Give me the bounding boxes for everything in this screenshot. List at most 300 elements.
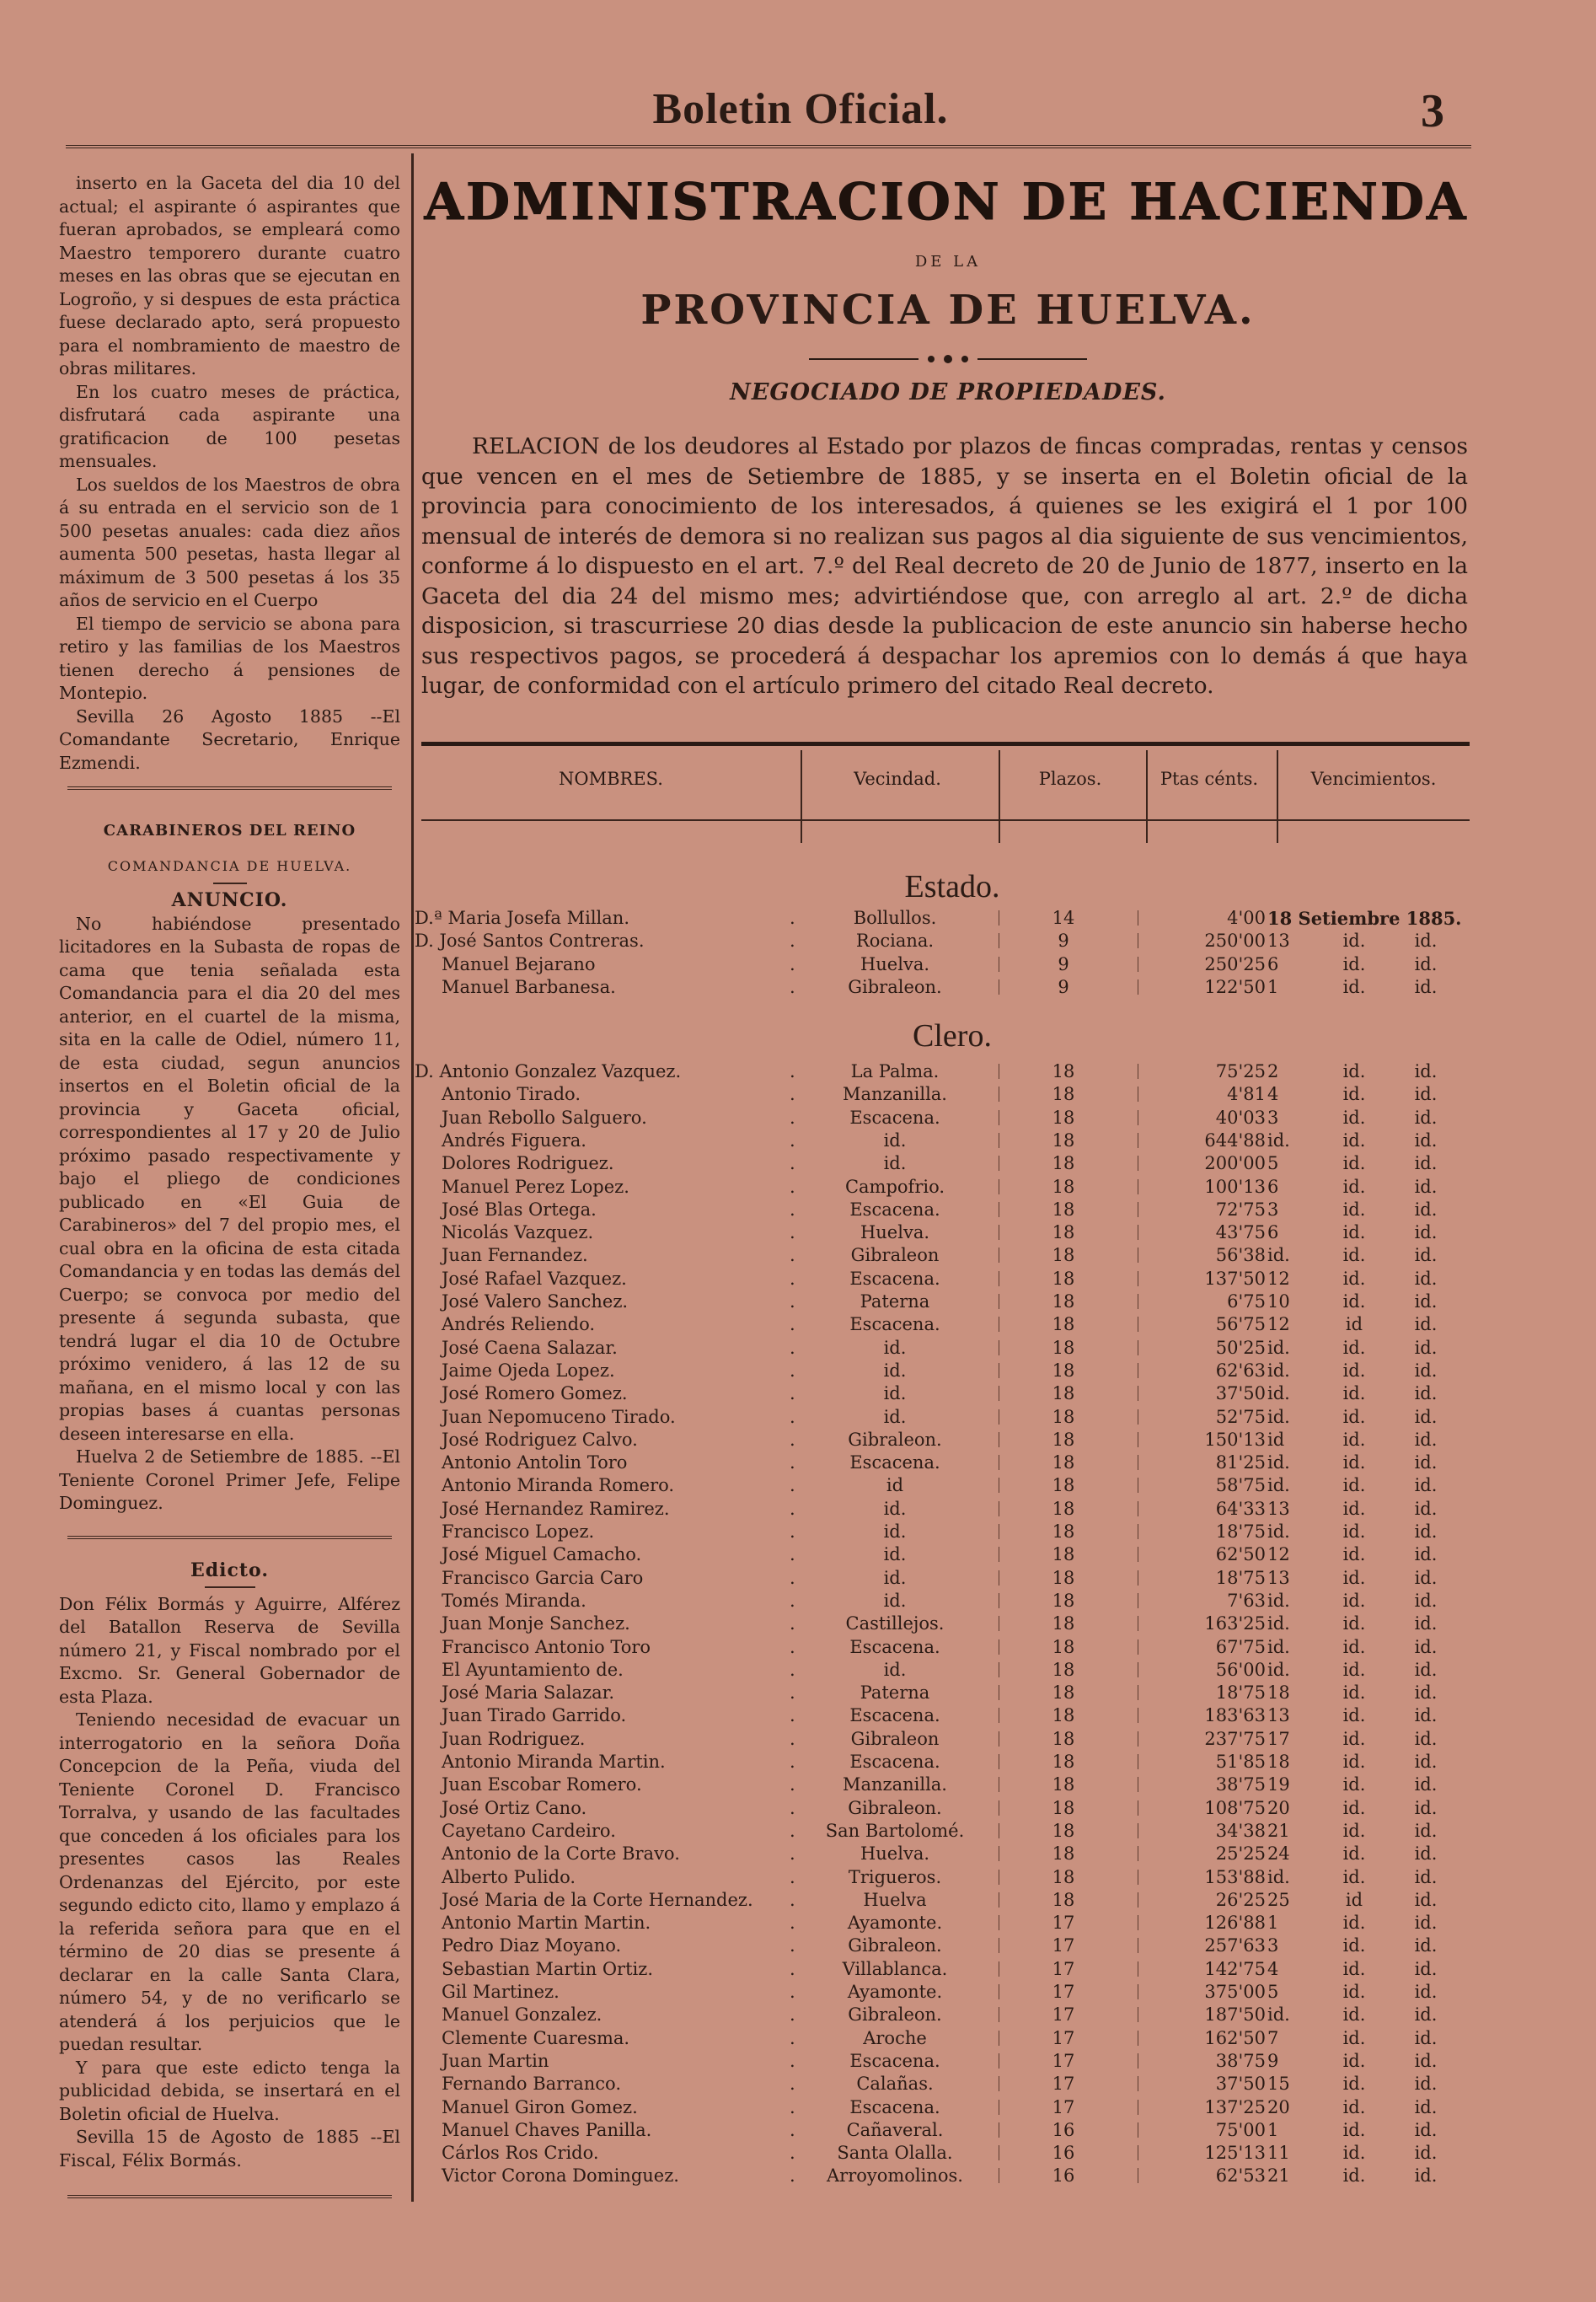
- leader-dot: .: [790, 1406, 795, 1427]
- debtor-vencimiento-ano: id.: [1414, 1383, 1438, 1404]
- debtor-vencimiento-dia: id.: [1267, 1130, 1290, 1151]
- debtor-name: Juan Escobar Romero.: [442, 1774, 642, 1795]
- left-paragraph: Los sueldos de los Maestros de obra á su entrada en el servicio son de 1 500 pesetas anuales: cada diez años aumenta 500 pesetas, hasta llegar al máximum de 3 500 pesetas á los 35 años de servicio en el Cuerpo: [59, 474, 400, 610]
- debtor-vecindad: id.: [883, 1498, 907, 1519]
- debtor-vencimiento-dia: 20: [1267, 2096, 1290, 2117]
- table-row: [415, 1130, 1476, 1152]
- debtor-plazos: 18: [1052, 1429, 1075, 1450]
- debtor-vencimiento-mes: id.: [1342, 1544, 1366, 1565]
- debtor-pesetas: 18'75: [1215, 1682, 1266, 1704]
- leader-dot: .: [790, 1774, 795, 1795]
- debtor-plazos: 17: [1052, 1982, 1075, 2002]
- leader-dot: .: [790, 2165, 795, 2187]
- table-row: [415, 1958, 1476, 1981]
- debtor-vencimiento: 18 Setiembre 1885.: [1267, 908, 1462, 929]
- debtor-vencimiento-dia: 3: [1267, 1199, 1279, 1220]
- leader-dot: .: [790, 1567, 795, 1588]
- debtor-pesetas: 142'75: [1204, 1958, 1266, 1979]
- debtor-pesetas: 25'25: [1215, 1843, 1266, 1865]
- debtor-name: Antonio de la Corte Bravo.: [442, 1843, 680, 1865]
- debtor-pesetas: 162'50: [1204, 2027, 1266, 2048]
- debtor-vencimiento-dia: id: [1267, 1429, 1285, 1450]
- debtor-vencimiento-mes: id.: [1342, 1521, 1366, 1542]
- table-row: [415, 1199, 1476, 1221]
- table-row: [415, 1773, 1476, 1796]
- carabineros-title: CARABINEROS DEL REINO: [103, 822, 356, 840]
- debtor-name: José Miguel Camacho.: [442, 1544, 642, 1565]
- debtor-name: José Maria Salazar.: [442, 1682, 615, 1704]
- debtor-plazos: 18: [1052, 1705, 1075, 1726]
- debtor-vencimiento-dia: 24: [1267, 1843, 1290, 1865]
- debtor-name: Sebastian Martin Ortiz.: [442, 1958, 653, 1979]
- debtor-vecindad: Huelva.: [860, 1843, 930, 1865]
- debtor-plazos: 18: [1052, 1291, 1075, 1312]
- debtor-pesetas: 37'50: [1215, 1383, 1266, 1404]
- debtor-vencimiento-dia: 12: [1267, 1314, 1290, 1335]
- leader-dot: .: [790, 1958, 795, 1979]
- debtor-vecindad: Aroche: [863, 2027, 927, 2048]
- table-row: [415, 2050, 1476, 2073]
- leader-dot: .: [790, 2143, 795, 2164]
- debtor-plazos: 18: [1052, 1268, 1075, 1289]
- leader-dot: .: [790, 1752, 795, 1772]
- debtor-name: Manuel Bejarano: [442, 953, 596, 974]
- table-row: [415, 1429, 1476, 1451]
- table-row: [415, 2119, 1476, 2142]
- debtor-vencimiento-ano: id.: [1414, 931, 1438, 952]
- debtor-vencimiento-mes: id.: [1342, 1360, 1366, 1381]
- section-rule: [67, 1536, 392, 1539]
- debtor-plazos: 18: [1052, 1475, 1075, 1496]
- leader-dot: .: [790, 1728, 795, 1749]
- leader-dot: .: [790, 1843, 795, 1865]
- leader-dot: .: [790, 1659, 795, 1680]
- debtor-vecindad: Escacena.: [849, 1452, 940, 1473]
- debtor-vencimiento-dia: 1: [1267, 976, 1279, 997]
- debtor-vencimiento-mes: id.: [1342, 1061, 1366, 1081]
- edicto-title: Edicto.: [190, 1559, 269, 1581]
- debtor-plazos: 16: [1052, 2165, 1075, 2187]
- debtor-plazos: 18: [1052, 1337, 1075, 1358]
- debtor-vencimiento-dia: 13: [1267, 1705, 1290, 1726]
- table-row: [415, 1176, 1476, 1199]
- debtor-vencimiento-dia: id.: [1267, 1613, 1290, 1634]
- leader-dot: .: [790, 1107, 795, 1128]
- debtor-pesetas: 67'75: [1215, 1636, 1266, 1657]
- debtor-plazos: 9: [1058, 931, 1069, 952]
- debtor-plazos: 18: [1052, 1682, 1075, 1704]
- debtor-vecindad: San Bartolomé.: [825, 1820, 965, 1841]
- ornament-rule: [809, 354, 1087, 364]
- debtor-vencimiento-mes: id.: [1342, 2004, 1366, 2026]
- debtor-vecindad: id.: [883, 1337, 907, 1358]
- debtor-vencimiento-ano: id.: [1414, 1199, 1438, 1220]
- debtor-pesetas: 62'50: [1215, 1544, 1266, 1565]
- debtor-vencimiento-dia: 6: [1267, 953, 1279, 974]
- debtor-pesetas: 100'13: [1204, 1176, 1266, 1197]
- debtor-vecindad: Gibraleon.: [848, 1797, 942, 1818]
- debtor-name: Juan Fernandez.: [442, 1245, 588, 1266]
- debtor-name: Victor Corona Dominguez.: [442, 2165, 679, 2187]
- debtor-name: José Blas Ortega.: [442, 1199, 597, 1220]
- debtor-vencimiento-dia: id.: [1267, 2004, 1290, 2026]
- table-row: [415, 1543, 1476, 1566]
- table-row: [415, 1521, 1476, 1543]
- debtor-vencimiento-ano: id.: [1414, 1245, 1438, 1266]
- table-row: [415, 1843, 1476, 1865]
- leader-dot: .: [790, 1199, 795, 1220]
- leader-dot: .: [790, 976, 795, 997]
- table-row: [415, 2027, 1476, 2050]
- debtor-name: D.ª Maria Josefa Millan.: [415, 908, 629, 928]
- debtor-name: Jaime Ojeda Lopez.: [442, 1360, 615, 1381]
- debtor-vencimiento-dia: 21: [1267, 2165, 1290, 2187]
- leader-dot: .: [790, 1521, 795, 1542]
- debtor-vencimiento-dia: 5: [1267, 1153, 1279, 1174]
- debtor-vencimiento-ano: id.: [1414, 1130, 1438, 1151]
- leader-dot: .: [790, 1935, 795, 1956]
- table-vline: [1146, 750, 1148, 843]
- debtor-vecindad: Arroyomolinos.: [826, 2165, 963, 2187]
- debtor-pesetas: 38'75: [1215, 1774, 1266, 1795]
- debtor-plazos: 18: [1052, 1452, 1075, 1473]
- debtor-vencimiento-mes: id.: [1342, 1429, 1366, 1450]
- debtor-vecindad: Rociana.: [855, 931, 935, 952]
- table-row: [415, 1934, 1476, 1957]
- left-paragraph: En los cuatro meses de práctica, disfrutará cada aspirante una gratificacion de 100 pesetas mensuales.: [59, 381, 400, 471]
- debtor-vecindad: Paterna: [860, 1291, 930, 1312]
- debtor-pesetas: 58'75: [1215, 1475, 1266, 1496]
- debtor-plazos: 16: [1052, 2119, 1075, 2140]
- debtor-pesetas: 122'50: [1204, 976, 1266, 997]
- debtor-pesetas: 137'50: [1204, 1268, 1266, 1289]
- debtor-vencimiento-ano: id.: [1414, 2050, 1438, 2071]
- debtor-plazos: 18: [1052, 1245, 1075, 1266]
- debtor-vencimiento-ano: id.: [1414, 1797, 1438, 1818]
- debtor-plazos: 18: [1052, 1752, 1075, 1772]
- debtor-plazos: 18: [1052, 1176, 1075, 1197]
- debtor-plazos: 18: [1052, 1590, 1075, 1611]
- debtor-vencimiento-ano: id.: [1414, 1429, 1438, 1450]
- table-row: [415, 1567, 1476, 1590]
- debtor-vencimiento-dia: 10: [1267, 1291, 1290, 1312]
- debtor-name: Andrés Reliendo.: [442, 1314, 596, 1335]
- leader-dot: .: [790, 2027, 795, 2048]
- debtor-name: D. Antonio Gonzalez Vazquez.: [415, 1061, 682, 1081]
- debtor-vecindad: id.: [883, 1130, 907, 1151]
- leader-dot: .: [790, 931, 795, 952]
- debtor-plazos: 9: [1058, 976, 1069, 997]
- debtor-vecindad: id.: [883, 1544, 907, 1565]
- table-row: [415, 1590, 1476, 1612]
- debtor-pesetas: 126'88: [1204, 1913, 1266, 1934]
- header-vecindad: Vecindad.: [854, 769, 941, 789]
- leader-dot: .: [790, 1613, 795, 1634]
- debtor-pesetas: 38'75: [1215, 2050, 1266, 2071]
- debtor-vecindad: Calañas.: [856, 2074, 934, 2095]
- debtor-name: Antonio Miranda Romero.: [442, 1475, 675, 1496]
- debtor-vencimiento-mes: id.: [1342, 1130, 1366, 1151]
- section-title: Estado.: [904, 869, 1000, 904]
- debtor-vecindad: La Palma.: [850, 1061, 940, 1081]
- debtor-vencimiento-mes: id.: [1342, 1498, 1366, 1519]
- debtor-plazos: 18: [1052, 1889, 1075, 1910]
- debtor-plazos: 18: [1052, 1383, 1075, 1404]
- table-row: [415, 2073, 1476, 2095]
- debtor-vencimiento-mes: id.: [1342, 1866, 1366, 1887]
- debtor-vencimiento-dia: id.: [1267, 1406, 1290, 1427]
- debtor-plazos: 18: [1052, 1153, 1075, 1174]
- table-row: [415, 1820, 1476, 1843]
- debtor-vencimiento-ano: id.: [1414, 2165, 1438, 2187]
- table-row: [415, 1981, 1476, 2004]
- debtor-name: Manuel Perez Lopez.: [442, 1176, 629, 1197]
- debtor-name: Manuel Barbanesa.: [442, 976, 616, 997]
- debtor-vencimiento-mes: id.: [1342, 953, 1366, 974]
- leader-dot: .: [790, 1291, 795, 1312]
- debtor-name: José Rodriguez Calvo.: [442, 1429, 638, 1450]
- debtor-name: Manuel Chaves Panilla.: [442, 2119, 652, 2140]
- table-row: [415, 1451, 1476, 1474]
- debtor-pesetas: 56'38: [1215, 1245, 1266, 1266]
- debtor-vencimiento-dia: 21: [1267, 1820, 1290, 1841]
- debtor-vencimiento-dia: 19: [1267, 1774, 1290, 1795]
- debtor-plazos: 18: [1052, 1314, 1075, 1335]
- negociado-title: NEGOCIADO DE PROPIEDADES.: [730, 379, 1166, 405]
- header-vencimientos: Vencimientos.: [1310, 769, 1437, 789]
- leader-dot: .: [790, 2119, 795, 2140]
- debtor-vecindad: Castillejos.: [845, 1613, 945, 1634]
- debtor-pesetas: 43'75: [1215, 1222, 1266, 1243]
- debtor-vecindad: id.: [883, 1567, 907, 1588]
- debtor-vencimiento-ano: id.: [1414, 1176, 1438, 1197]
- debtor-vencimiento-mes: id.: [1342, 1705, 1366, 1726]
- table-row: [415, 1382, 1476, 1405]
- table-vline: [999, 750, 1000, 843]
- debtor-plazos: 16: [1052, 2143, 1075, 2164]
- leader-dot: .: [790, 1889, 795, 1910]
- leader-dot: .: [790, 1245, 795, 1266]
- table-row: [415, 976, 1476, 999]
- debtor-vencimiento-dia: 4: [1267, 1084, 1279, 1105]
- leader-dot: .: [790, 1682, 795, 1704]
- debtor-pesetas: 37'50: [1215, 2074, 1266, 2095]
- debtor-vencimiento-ano: id.: [1414, 1544, 1438, 1565]
- debtor-vencimiento-dia: 3: [1267, 1935, 1279, 1956]
- debtor-vencimiento-mes: id.: [1342, 1475, 1366, 1496]
- debtor-vencimiento-mes: id.: [1342, 1935, 1366, 1956]
- debtor-vecindad: Gibraleon: [850, 1728, 940, 1749]
- carabineros-paragraph: No habiéndose presentado licitadores en la Subasta de ropas de cama que tenia señalada esta Comandancia para el dia 20 del mes anterior, en el cuartel de la misma, sita en la calle de Odiel, número 11, de esta ciudad, segun anuncios insertos en el Boletin oficial de la provincia y Gaceta oficial, correspondientes al 17 y 20 de Julio próximo pasado respectivamente y bajo el pliego de condiciones publicado en «El Guia de Carabineros» del 7 del propio mes, el cual obra en la oficina de esta citada Comandancia y en todas las demás del Cuerpo; se convoca por medio del presente á segunda subasta, que tendrá lugar el dia 10 de Octubre próximo venidero, á las 12 de su mañana, en el mismo local y con las propias bases á cuantas personas deseen interesarse en ella.: [59, 913, 400, 1444]
- debtor-vecindad: Escacena.: [849, 1314, 940, 1335]
- debtor-vencimiento-ano: id.: [1414, 976, 1438, 997]
- debtor-vencimiento-ano: id.: [1414, 1061, 1438, 1081]
- debtor-name: Juan Rodriguez.: [442, 1728, 586, 1749]
- debtor-vencimiento-ano: id.: [1414, 2096, 1438, 2117]
- debtor-vencimiento-ano: id.: [1414, 1889, 1438, 1910]
- debtor-vecindad: Escacena.: [849, 1199, 940, 1220]
- leader-dot: .: [790, 1084, 795, 1105]
- debtor-vencimiento-ano: id.: [1414, 953, 1438, 974]
- table-row: [415, 1636, 1476, 1659]
- debtor-vencimiento-mes: id.: [1342, 1268, 1366, 1289]
- leader-dot: .: [790, 1337, 795, 1358]
- debtor-pesetas: 4'00: [1227, 908, 1266, 928]
- debtor-vecindad: Gibraleon.: [848, 976, 942, 997]
- debtor-pesetas: 52'75: [1215, 1406, 1266, 1427]
- debtor-vencimiento-mes: id: [1345, 1314, 1363, 1335]
- debtor-vencimiento-ano: id.: [1414, 2143, 1438, 2164]
- column-divider: [411, 153, 414, 2202]
- leader-dot: .: [790, 1383, 795, 1404]
- debtor-vencimiento-dia: 18: [1267, 1752, 1290, 1772]
- debtor-vencimiento-ano: id.: [1414, 2074, 1438, 2095]
- leader-dot: .: [790, 1360, 795, 1381]
- debtor-vencimiento-ano: id.: [1414, 1705, 1438, 1726]
- table-row: [415, 1337, 1476, 1360]
- debtor-name: José Rafael Vazquez.: [442, 1268, 627, 1289]
- debtor-vencimiento-mes: id.: [1342, 2096, 1366, 2117]
- table-row: [415, 2004, 1476, 2026]
- debtor-vencimiento-dia: 4: [1267, 1958, 1279, 1979]
- debtor-vencimiento-dia: 13: [1267, 1498, 1290, 1519]
- debtor-vencimiento-ano: id.: [1414, 1498, 1438, 1519]
- debtor-vecindad: Ayamonte.: [847, 1913, 943, 1934]
- debtor-name: Francisco Antonio Toro: [442, 1636, 651, 1657]
- debtor-plazos: 18: [1052, 1521, 1075, 1542]
- debtor-vencimiento-ano: id.: [1414, 1360, 1438, 1381]
- debtor-vencimiento-ano: id.: [1414, 2027, 1438, 2048]
- debtor-plazos: 18: [1052, 1130, 1075, 1151]
- debtor-vencimiento-mes: id.: [1342, 1752, 1366, 1772]
- debtor-vencimiento-ano: id.: [1414, 1452, 1438, 1473]
- anuncio-title: ANUNCIO.: [171, 889, 288, 911]
- debtor-vecindad: Escacena.: [849, 1705, 940, 1726]
- debtor-vencimiento-dia: id.: [1267, 1521, 1290, 1542]
- debtor-vecindad: id.: [883, 1383, 907, 1404]
- debtor-vencimiento-dia: 5: [1267, 1982, 1279, 2002]
- debtor-vencimiento-mes: id.: [1342, 1406, 1366, 1427]
- debtor-vencimiento-mes: id.: [1342, 1291, 1366, 1312]
- leader-dot: .: [790, 1268, 795, 1289]
- table-row: [415, 953, 1476, 976]
- debtor-vencimiento-dia: 6: [1267, 1222, 1279, 1243]
- leader-dot: .: [790, 1705, 795, 1726]
- debtor-plazos: 14: [1052, 908, 1075, 928]
- debtor-vecindad: Escacena.: [849, 1107, 940, 1128]
- debtor-plazos: 18: [1052, 1222, 1075, 1243]
- debtor-vencimiento-dia: 11: [1267, 2143, 1290, 2164]
- debtor-pesetas: 62'63: [1215, 1360, 1266, 1381]
- table-row: [415, 1152, 1476, 1175]
- table-row: [415, 1268, 1476, 1291]
- debtor-pesetas: 644'88: [1204, 1130, 1266, 1151]
- leader-dot: .: [790, 1636, 795, 1657]
- table-vline: [801, 750, 802, 843]
- debtor-name: Antonio Martin Martin.: [442, 1913, 651, 1934]
- table-row: [415, 1474, 1476, 1497]
- debtor-plazos: 17: [1052, 1958, 1075, 1979]
- debtor-pesetas: 18'75: [1215, 1521, 1266, 1542]
- edicto-paragraph: Don Félix Bormás y Aguirre, Alférez del Batallon Reserva de Sevilla número 21, y Fiscal nombrado por el Excmo. Sr. General Gobernador de esta Plaza.: [59, 1593, 400, 1707]
- table-row: [415, 1728, 1476, 1751]
- debtor-vencimiento-mes: id.: [1342, 1337, 1366, 1358]
- debtor-vencimiento-ano: id.: [1414, 1659, 1438, 1680]
- debtor-vencimiento-mes: id.: [1342, 976, 1366, 997]
- debtor-name: D. José Santos Contreras.: [415, 931, 645, 952]
- debtor-plazos: 17: [1052, 2004, 1075, 2026]
- debtor-vencimiento-ano: id.: [1414, 1222, 1438, 1243]
- leader-dot: .: [790, 1222, 795, 1243]
- debtor-vencimiento-dia: id.: [1267, 1590, 1290, 1611]
- debtor-pesetas: 125'13: [1204, 2143, 1266, 2164]
- debtor-pesetas: 108'75: [1204, 1797, 1266, 1818]
- debtor-name: Juan Monje Sanchez.: [442, 1613, 630, 1634]
- debtor-vecindad: Santa Olalla.: [837, 2143, 953, 2164]
- debtor-vecindad: Gibraleon.: [848, 1429, 942, 1450]
- header-plazos: Plazos.: [1038, 769, 1102, 789]
- debtor-vencimiento-dia: id.: [1267, 1475, 1290, 1496]
- debtor-vencimiento-ano: id.: [1414, 1406, 1438, 1427]
- table-row: [415, 1866, 1476, 1889]
- leader-dot: .: [790, 1820, 795, 1841]
- debtor-plazos: 18: [1052, 1774, 1075, 1795]
- table-row: [415, 1221, 1476, 1244]
- debtor-vecindad: id.: [883, 1406, 907, 1427]
- leader-dot: .: [790, 1498, 795, 1519]
- debtor-vencimiento-dia: 15: [1267, 2074, 1290, 2095]
- debtor-vencimiento-ano: id.: [1414, 1820, 1438, 1841]
- debtor-vecindad: Gibraleon.: [848, 2004, 942, 2026]
- leader-dot: .: [790, 2096, 795, 2117]
- debtor-vencimiento-dia: 12: [1267, 1544, 1290, 1565]
- table-row: [415, 1244, 1476, 1267]
- debtor-name: Tomés Miranda.: [442, 1590, 586, 1611]
- debtor-name: Andrés Figuera.: [442, 1130, 586, 1151]
- debtor-vencimiento-ano: id.: [1414, 1567, 1438, 1588]
- debtor-name: José Ortiz Cano.: [442, 1797, 587, 1818]
- debtor-plazos: 18: [1052, 1613, 1075, 1634]
- debtor-vencimiento-dia: 1: [1267, 1913, 1279, 1934]
- debtor-plazos: 18: [1052, 1406, 1075, 1427]
- debtor-name: José Maria de la Corte Hernandez.: [442, 1889, 753, 1910]
- leader-dot: .: [790, 1176, 795, 1197]
- debtor-vencimiento-dia: id.: [1267, 1636, 1290, 1657]
- debtor-vencimiento-mes: id.: [1342, 1636, 1366, 1657]
- debtor-vencimiento-dia: id.: [1267, 1337, 1290, 1358]
- debtor-vecindad: Gibraleon: [850, 1245, 940, 1266]
- debtor-name: Alberto Pulido.: [442, 1866, 576, 1887]
- section-rule: [67, 786, 392, 790]
- debtor-name: Gil Martinez.: [442, 1982, 560, 2002]
- debtor-pesetas: 250'00: [1204, 931, 1266, 952]
- debtor-plazos: 18: [1052, 1843, 1075, 1865]
- debtor-vencimiento-ano: id.: [1414, 1752, 1438, 1772]
- debtor-vencimiento-ano: id.: [1414, 1866, 1438, 1887]
- debtor-name: Dolores Rodriguez.: [442, 1153, 614, 1174]
- debtor-vencimiento-ano: id.: [1414, 1268, 1438, 1289]
- edicto-paragraph: Teniendo necesidad de evacuar un interrogatorio en la señora Doña Concepcion de la Peña, viuda del Teniente Coronel D. Francisco Torralva, y usando de las facultades que conceden á los oficiales para los presentes casos las Reales Ordenanzas del Ejército, por este segundo edicto cito, llamo y emplazo á la referida señora para que en el término de 20 dias se presente á declarar en la calle Santa Clara, número 54, y de no verificarlo se atenderá á los perjuicios que le puedan resultar.: [59, 1709, 400, 2054]
- debtor-vecindad: Campofrio.: [844, 1176, 945, 1197]
- debtor-name: Juan Nepomuceno Tirado.: [442, 1406, 676, 1427]
- debtor-vencimiento-dia: id.: [1267, 1245, 1290, 1266]
- debtor-pesetas: 200'00: [1204, 1153, 1266, 1174]
- debtor-pesetas: 72'75: [1215, 1199, 1266, 1220]
- debtor-pesetas: 257'63: [1204, 1935, 1266, 1956]
- debtor-vencimiento-ano: id.: [1414, 1636, 1438, 1657]
- debtor-vencimiento-dia: 9: [1267, 2050, 1279, 2071]
- debtor-vencimiento-mes: id.: [1342, 1153, 1366, 1174]
